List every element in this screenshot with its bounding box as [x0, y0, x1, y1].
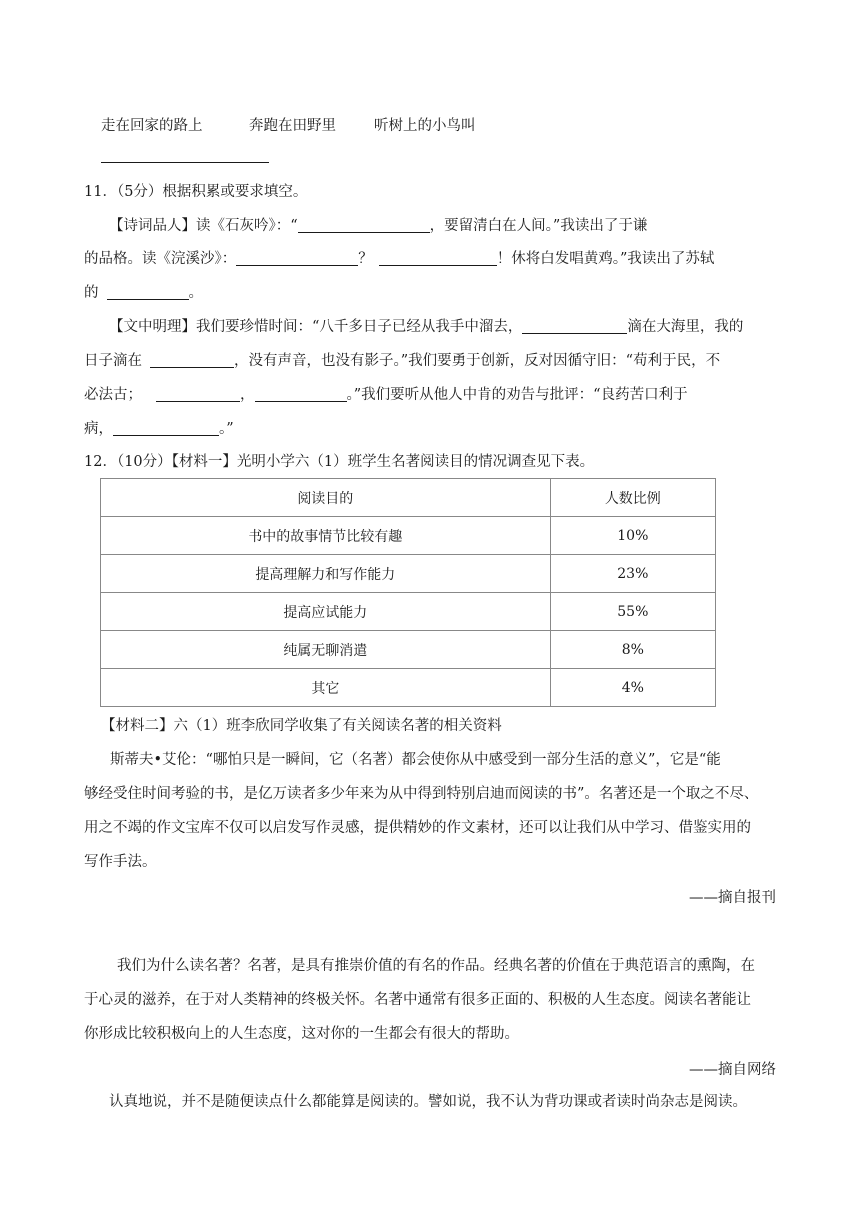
- question-12-header: 12．（10分）【材料一】光明小学六（1）班学生名著阅读目的情况调查见下表。: [84, 454, 595, 470]
- reason-text: 滴在大海里，我的: [627, 319, 744, 335]
- paragraph-2-line: 我们为什么读名著？名著，是具有推崇价值的有名的作品。经典名著的价值在于典范语言的熏陶，在: [117, 958, 755, 974]
- table-cell: 提高应试能力: [101, 593, 551, 631]
- table-cell: 4%: [550, 669, 715, 707]
- paragraph-1-line: 斯蒂夫•艾伦：“哪怕只是一瞬间，它（名著）都会使你从中感受到一部分生活的意义”，它是“能: [110, 752, 721, 768]
- question-11-header: 11．（5分）根据积累或要求填空。: [84, 184, 308, 200]
- paragraph-2-line: 你形成比较积极向上的人生态度，这对你的一生都会有很大的帮助。: [84, 1026, 519, 1042]
- reason-text: 【文中明理】我们要珍惜时间：“八千多日子已经从我手中溜去，: [109, 319, 523, 335]
- poem-text: 。: [188, 285, 203, 301]
- table-cell: 10%: [550, 517, 715, 555]
- table-row: [101, 555, 716, 593]
- poem-text: ？: [358, 251, 373, 267]
- survey-table: [100, 478, 716, 707]
- paragraph-1-line: 用之不竭的作文宝库不仅可以启发写作灵感，提供精妙的作文素材，还可以让我们从中学习、借鉴实用的: [84, 820, 751, 836]
- choice-phrase: 走在回家的路上: [101, 118, 203, 134]
- reason-text: ，: [240, 387, 255, 403]
- reason-text: 日子滴在: [84, 353, 142, 369]
- answer-blank[interactable]: [101, 162, 269, 163]
- reason-text: 必法古；: [84, 387, 142, 403]
- reason-text: 病，: [84, 421, 113, 437]
- answer-blank[interactable]: [236, 251, 358, 266]
- paragraph-3-line: 认真地说，并不是随便读点什么都能算是阅读的。譬如说，我不认为背功课或者读时尚杂志是阅读。: [109, 1094, 747, 1110]
- answer-blank[interactable]: [298, 218, 430, 233]
- reason-line-4: [84, 419, 784, 439]
- reason-text: ，没有声音，也没有影子。”我们要勇于创新，反对因循守旧：“苟利于民，不: [234, 353, 721, 369]
- reason-text: 。”我们要听从他人中肯的劝告与批评：“良药苦口利于: [346, 387, 688, 403]
- answer-blank[interactable]: [255, 387, 347, 402]
- paragraph-2-line: 于心灵的滋养，在于对人类精神的终极关怀。名著中通常有很多正面的、积极的人生态度。阅读名著能让: [84, 992, 751, 1008]
- table-row: [101, 669, 716, 707]
- reason-line-1: [109, 317, 809, 337]
- material-2-title: 【材料二】六（1）班李欣同学收集了有关阅读名著的相关资料: [101, 718, 502, 734]
- poem-line-2: [84, 249, 784, 269]
- answer-blank[interactable]: [522, 319, 627, 334]
- table-header-row: [101, 479, 716, 517]
- poem-line-1: [109, 216, 809, 236]
- choice-phrase: 听树上的小鸟叫: [374, 118, 476, 134]
- paragraph-1-line: 写作手法。: [84, 854, 157, 870]
- table-row: [101, 593, 716, 631]
- table-header-cell: 人数比例: [550, 479, 715, 517]
- table-cell: 书中的故事情节比较有趣: [101, 517, 551, 555]
- table-row: [101, 517, 716, 555]
- poem-text: 的: [84, 285, 99, 301]
- poem-text: ，要留清白在人间。”我读出了于谦: [429, 218, 648, 234]
- poem-line-3: [84, 283, 784, 303]
- table-cell: 提高理解力和写作能力: [101, 555, 551, 593]
- reason-line-3: [84, 385, 784, 405]
- source-citation: ——摘自网络: [689, 1062, 776, 1078]
- poem-text: ！休将白发唱黄鸡。”我读出了苏轼: [496, 251, 715, 267]
- answer-blank[interactable]: [156, 387, 240, 402]
- table-cell: 纯属无聊消遣: [101, 631, 551, 669]
- poem-text: 的品格。读《浣溪沙》：: [84, 251, 237, 267]
- paragraph-1-line: 够经受住时间考验的书，是亿万读者多少年来为从中得到特别启迪而阅读的书”。名著还是一个取之不尽、: [84, 786, 759, 802]
- source-citation: ——摘自报刊: [689, 890, 776, 906]
- choice-phrase: 奔跑在田野里: [249, 118, 336, 134]
- answer-blank[interactable]: [113, 421, 219, 436]
- table-cell: 23%: [550, 555, 715, 593]
- table-cell: 55%: [550, 593, 715, 631]
- table-header-cell: 阅读目的: [101, 479, 551, 517]
- reason-line-2: [84, 351, 784, 371]
- table-row: [101, 631, 716, 669]
- answer-blank[interactable]: [379, 251, 497, 266]
- table-cell: 8%: [550, 631, 715, 669]
- table-cell: 其它: [101, 669, 551, 707]
- answer-blank[interactable]: [107, 285, 189, 300]
- reason-text: 。”: [219, 421, 234, 437]
- answer-blank[interactable]: [150, 353, 234, 368]
- poem-text: 【诗词品人】读《石灰吟》：“: [109, 218, 298, 234]
